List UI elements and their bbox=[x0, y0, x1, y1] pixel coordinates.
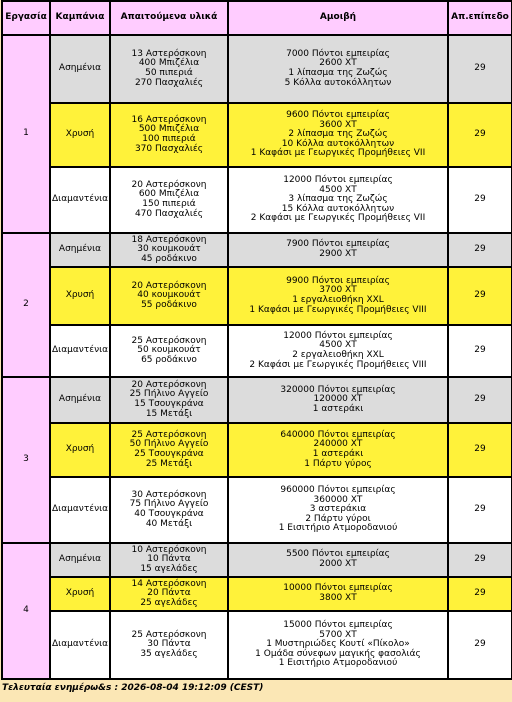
table-row bbox=[2, 35, 512, 103]
reward-cell bbox=[228, 325, 448, 377]
materials-cell-line: 15 αγελάδες bbox=[140, 563, 198, 574]
table-row bbox=[2, 267, 512, 325]
materials-cell-line: 25 αγελάδες bbox=[140, 597, 198, 608]
table-row bbox=[2, 577, 512, 611]
reward-cell-line: 2 Καφάσι με Γεωργικές Προμήθειες VII bbox=[250, 213, 426, 224]
materials-cell-line: 14 Αστερόσκονη bbox=[131, 578, 207, 589]
reward-cell bbox=[228, 233, 448, 267]
reward-cell bbox=[228, 267, 448, 325]
reward-cell-line: 1 Εισιτήριο Ατμοροδανιού bbox=[278, 658, 398, 669]
level-cell: 29 bbox=[448, 325, 512, 377]
reward-cell-line: 7000 Πόντοι εμπειρίας bbox=[286, 48, 390, 59]
materials-cell-line: 30 Αστερόσκονη bbox=[131, 489, 207, 500]
reward-cell-line: 2 εργαλειοθήκη XXL bbox=[292, 350, 384, 360]
reward-cell-line: 10000 Πόντοι εμπειρίας bbox=[283, 583, 393, 594]
reward-cell-line: 5 Κόλλα αυτοκόλλητων bbox=[284, 77, 392, 88]
campaign-cell: Χρυσή bbox=[50, 577, 110, 611]
level-cell: 29 bbox=[448, 611, 512, 679]
materials-cell-line: 18 Αστερόσκονη bbox=[131, 234, 207, 245]
reward-cell-line: 12000 Πόντοι εμπειρίας bbox=[283, 330, 393, 341]
materials-cell bbox=[110, 167, 228, 233]
reward-cell bbox=[228, 377, 448, 423]
table-row bbox=[2, 103, 512, 167]
reward-cell-line: 5700 ΧΤ bbox=[319, 629, 357, 640]
materials-cell-line: 40 κουμκουάτ bbox=[137, 290, 201, 301]
materials-cell-line: 400 Μπιζέλια bbox=[138, 58, 200, 69]
level-cell: 29 bbox=[448, 103, 512, 167]
materials-cell-line: 65 ροδάκινο bbox=[141, 354, 197, 365]
reward-cell-line: 12000 Πόντοι εμπειρίας bbox=[283, 175, 393, 186]
reward-cell-line: 1 Καφάσι με Γεωργικές Προμήθειες VII bbox=[250, 148, 426, 159]
reward-cell-line: 640000 Πόντοι εμπειρίας bbox=[280, 429, 396, 440]
materials-cell bbox=[110, 233, 228, 267]
reward-cell-line: 1 αστεράκι bbox=[312, 403, 364, 414]
reward-cell-line: 2000 ΧΤ bbox=[319, 559, 357, 569]
materials-cell bbox=[110, 377, 228, 423]
table-row bbox=[2, 167, 512, 233]
campaign-cell: Ασημένια bbox=[50, 543, 110, 577]
materials-cell-line: 45 ροδάκινο bbox=[141, 253, 197, 264]
reward-cell-line: 2 λίπασμα της Ζωζώς bbox=[288, 129, 388, 140]
reward-cell bbox=[228, 167, 448, 233]
reward-cell-line: 10 Κόλλα αυτοκόλλητων bbox=[281, 138, 395, 149]
reward-cell-line: 2 Καφάσι με Γεωργικές Προμήθειες VIII bbox=[249, 359, 427, 370]
header-campaign: Καμπάνια bbox=[50, 1, 110, 35]
materials-cell-line: 50 Πήλινο Αγγείο bbox=[129, 439, 209, 450]
reward-cell bbox=[228, 423, 448, 477]
materials-cell-line: 25 Μετάξι bbox=[145, 458, 193, 469]
materials-cell-line: 35 αγελάδες bbox=[140, 648, 198, 659]
campaign-cell: Διαμαντένια bbox=[50, 325, 110, 377]
campaign-table bbox=[1, 0, 512, 680]
materials-cell-line: 15 Τσουγκράνα bbox=[134, 399, 204, 409]
level-cell: 29 bbox=[448, 233, 512, 267]
materials-cell-line: 270 Πασχαλιές bbox=[134, 77, 204, 88]
reward-cell-line: 120000 ΧΤ bbox=[313, 394, 363, 405]
materials-cell-line: 150 πιπεριά bbox=[142, 199, 196, 209]
level-cell: 29 bbox=[448, 167, 512, 233]
task-id-cell: 3 bbox=[2, 377, 50, 543]
reward-cell-line: 3700 ΧΤ bbox=[319, 285, 357, 296]
last-updated: Τελευταία ενημέρω&s : 2026-08-04 19:12:09 (CEST) bbox=[2, 683, 264, 693]
materials-cell-line: 20 Αστερόσκονη bbox=[131, 379, 207, 390]
reward-cell-line: 1 λίπασμα της Ζωζώς bbox=[288, 68, 388, 78]
reward-cell-line: 15 Κόλλα αυτοκόλλητων bbox=[281, 203, 395, 214]
reward-cell-line: 2 Πάρτυ γύροι bbox=[305, 513, 371, 524]
materials-cell-line: 50 κουμκουάτ bbox=[137, 345, 201, 356]
materials-cell-line: 55 ροδάκινο bbox=[141, 299, 197, 310]
table-row bbox=[2, 233, 512, 267]
level-cell: 29 bbox=[448, 543, 512, 577]
materials-cell-line: 16 Αστερόσκονη bbox=[131, 114, 207, 125]
reward-cell bbox=[228, 577, 448, 611]
level-cell: 29 bbox=[448, 377, 512, 423]
campaign-cell: Χρυσή bbox=[50, 267, 110, 325]
reward-cell-line: 1 Εισιτήριο Ατμοροδανιού bbox=[278, 523, 398, 534]
materials-cell-line: 500 Μπιζέλια bbox=[138, 124, 200, 135]
materials-cell-line: 25 Αστερόσκονη bbox=[131, 429, 207, 440]
reward-cell-line: 240000 ΧΤ bbox=[313, 439, 363, 450]
task-id-cell: 2 bbox=[2, 233, 50, 377]
reward-cell-line: 2900 ΧΤ bbox=[319, 249, 357, 259]
level-cell: 29 bbox=[448, 477, 512, 543]
materials-cell-line: 25 Τσουγκράνα bbox=[134, 449, 204, 459]
reward-cell bbox=[228, 35, 448, 103]
reward-cell-line: 4500 ΧΤ bbox=[319, 340, 357, 351]
materials-cell-line: 10 Αστερόσκονη bbox=[131, 544, 207, 555]
reward-cell bbox=[228, 103, 448, 167]
table-row bbox=[2, 611, 512, 679]
campaign-cell: Διαμαντένια bbox=[50, 167, 110, 233]
header-row bbox=[2, 1, 512, 35]
materials-cell bbox=[110, 103, 228, 167]
table-body bbox=[2, 35, 512, 679]
campaign-cell: Διαμαντένια bbox=[50, 611, 110, 679]
materials-cell-line: 470 Πασχαλιές bbox=[134, 208, 204, 219]
campaign-cell: Ασημένια bbox=[50, 35, 110, 103]
materials-cell-line: 10 Πάντα bbox=[147, 554, 191, 565]
materials-cell bbox=[110, 611, 228, 679]
reward-cell-line: 3800 ΧΤ bbox=[319, 593, 357, 603]
materials-cell bbox=[110, 423, 228, 477]
level-cell: 29 bbox=[448, 423, 512, 477]
campaign-cell: Ασημένια bbox=[50, 233, 110, 267]
header-materials: Απαιτούμενα υλικά bbox=[110, 1, 228, 35]
materials-cell bbox=[110, 577, 228, 611]
header-task: Εργασία bbox=[2, 1, 50, 35]
task-id-cell: 4 bbox=[2, 543, 50, 679]
materials-cell-line: 370 Πασχαλιές bbox=[134, 143, 204, 154]
materials-cell-line: 40 Τσουγκράνα bbox=[134, 509, 204, 519]
task-id-cell: 1 bbox=[2, 35, 50, 233]
header-level: Απ.επίπεδο bbox=[448, 1, 512, 35]
materials-cell-line: 25 Πήλινο Αγγείο bbox=[129, 389, 209, 400]
table-row bbox=[2, 325, 512, 377]
materials-cell bbox=[110, 325, 228, 377]
reward-cell-line: 1 Πάρτυ γύρος bbox=[304, 458, 372, 469]
reward-cell-line: 4500 ΧΤ bbox=[319, 184, 357, 195]
campaign-cell: Χρυσή bbox=[50, 103, 110, 167]
reward-cell-line: 3600 ΧΤ bbox=[319, 119, 357, 130]
reward-cell-line: 1 Μυστηριώδες Κουτί «Πίκολο» bbox=[266, 639, 410, 650]
materials-cell bbox=[110, 477, 228, 543]
table-row bbox=[2, 543, 512, 577]
materials-cell-line: 30 κουμκουάτ bbox=[137, 244, 201, 255]
materials-cell-line: 15 Μετάξι bbox=[145, 408, 193, 419]
reward-cell bbox=[228, 611, 448, 679]
header-reward: Αμοιβή bbox=[228, 1, 448, 35]
materials-cell-line: 600 Μπιζέλια bbox=[138, 189, 200, 200]
level-cell: 29 bbox=[448, 267, 512, 325]
reward-cell-line: 2600 ΧΤ bbox=[319, 58, 357, 69]
reward-cell bbox=[228, 543, 448, 577]
materials-cell bbox=[110, 35, 228, 103]
reward-cell-line: 9600 Πόντοι εμπειρίας bbox=[286, 110, 390, 121]
reward-cell-line: 5500 Πόντοι εμπειρίας bbox=[286, 549, 390, 560]
reward-cell-line: 3 αστεράκια bbox=[309, 504, 367, 515]
reward-cell-line: 320000 Πόντοι εμπειρίας bbox=[280, 384, 396, 395]
table-row bbox=[2, 377, 512, 423]
materials-cell-line: 50 πιπεριά bbox=[145, 68, 193, 78]
materials-cell bbox=[110, 543, 228, 577]
reward-cell-line: 360000 ΧΤ bbox=[313, 494, 363, 505]
reward-cell-line: 7900 Πόντοι εμπειρίας bbox=[286, 239, 390, 250]
materials-cell-line: 75 Πήλινο Αγγείο bbox=[129, 499, 209, 510]
materials-cell-line: 30 Πάντα bbox=[147, 639, 191, 650]
reward-cell-line: 9900 Πόντοι εμπειρίας bbox=[286, 275, 390, 286]
reward-cell-line: 960000 Πόντοι εμπειρίας bbox=[280, 485, 396, 496]
materials-cell-line: 40 Μετάξι bbox=[145, 518, 193, 529]
materials-cell-line: 20 Αστερόσκονη bbox=[131, 179, 207, 190]
campaign-cell: Διαμαντένια bbox=[50, 477, 110, 543]
campaign-cell: Χρυσή bbox=[50, 423, 110, 477]
materials-cell-line: 25 Αστερόσκονη bbox=[131, 629, 207, 640]
materials-cell-line: 13 Αστερόσκονη bbox=[131, 48, 207, 59]
reward-cell-line: 3 λίπασμα της Ζωζώς bbox=[288, 194, 388, 205]
reward-cell-line: 1 Καφάσι με Γεωργικές Προμήθειες VIII bbox=[249, 304, 427, 315]
materials-cell-line: 20 Αστερόσκονη bbox=[131, 280, 207, 291]
materials-cell-line: 20 Πάντα bbox=[147, 588, 191, 599]
table-row bbox=[2, 477, 512, 543]
reward-cell-line: 1 αστεράκι bbox=[312, 449, 364, 459]
table-row bbox=[2, 423, 512, 477]
materials-cell bbox=[110, 267, 228, 325]
materials-cell-line: 25 Αστερόσκονη bbox=[131, 335, 207, 346]
reward-cell-line: 1 εργαλειοθήκη XXL bbox=[292, 295, 384, 305]
reward-cell bbox=[228, 477, 448, 543]
level-cell: 29 bbox=[448, 577, 512, 611]
reward-cell-line: 1 Ομάδα σύνεφων μαγικής φασολιάς bbox=[255, 648, 421, 659]
materials-cell-line: 100 πιπεριά bbox=[142, 134, 196, 144]
campaign-cell: Ασημένια bbox=[50, 377, 110, 423]
reward-cell-line: 15000 Πόντοι εμπειρίας bbox=[283, 620, 393, 631]
level-cell: 29 bbox=[448, 35, 512, 103]
